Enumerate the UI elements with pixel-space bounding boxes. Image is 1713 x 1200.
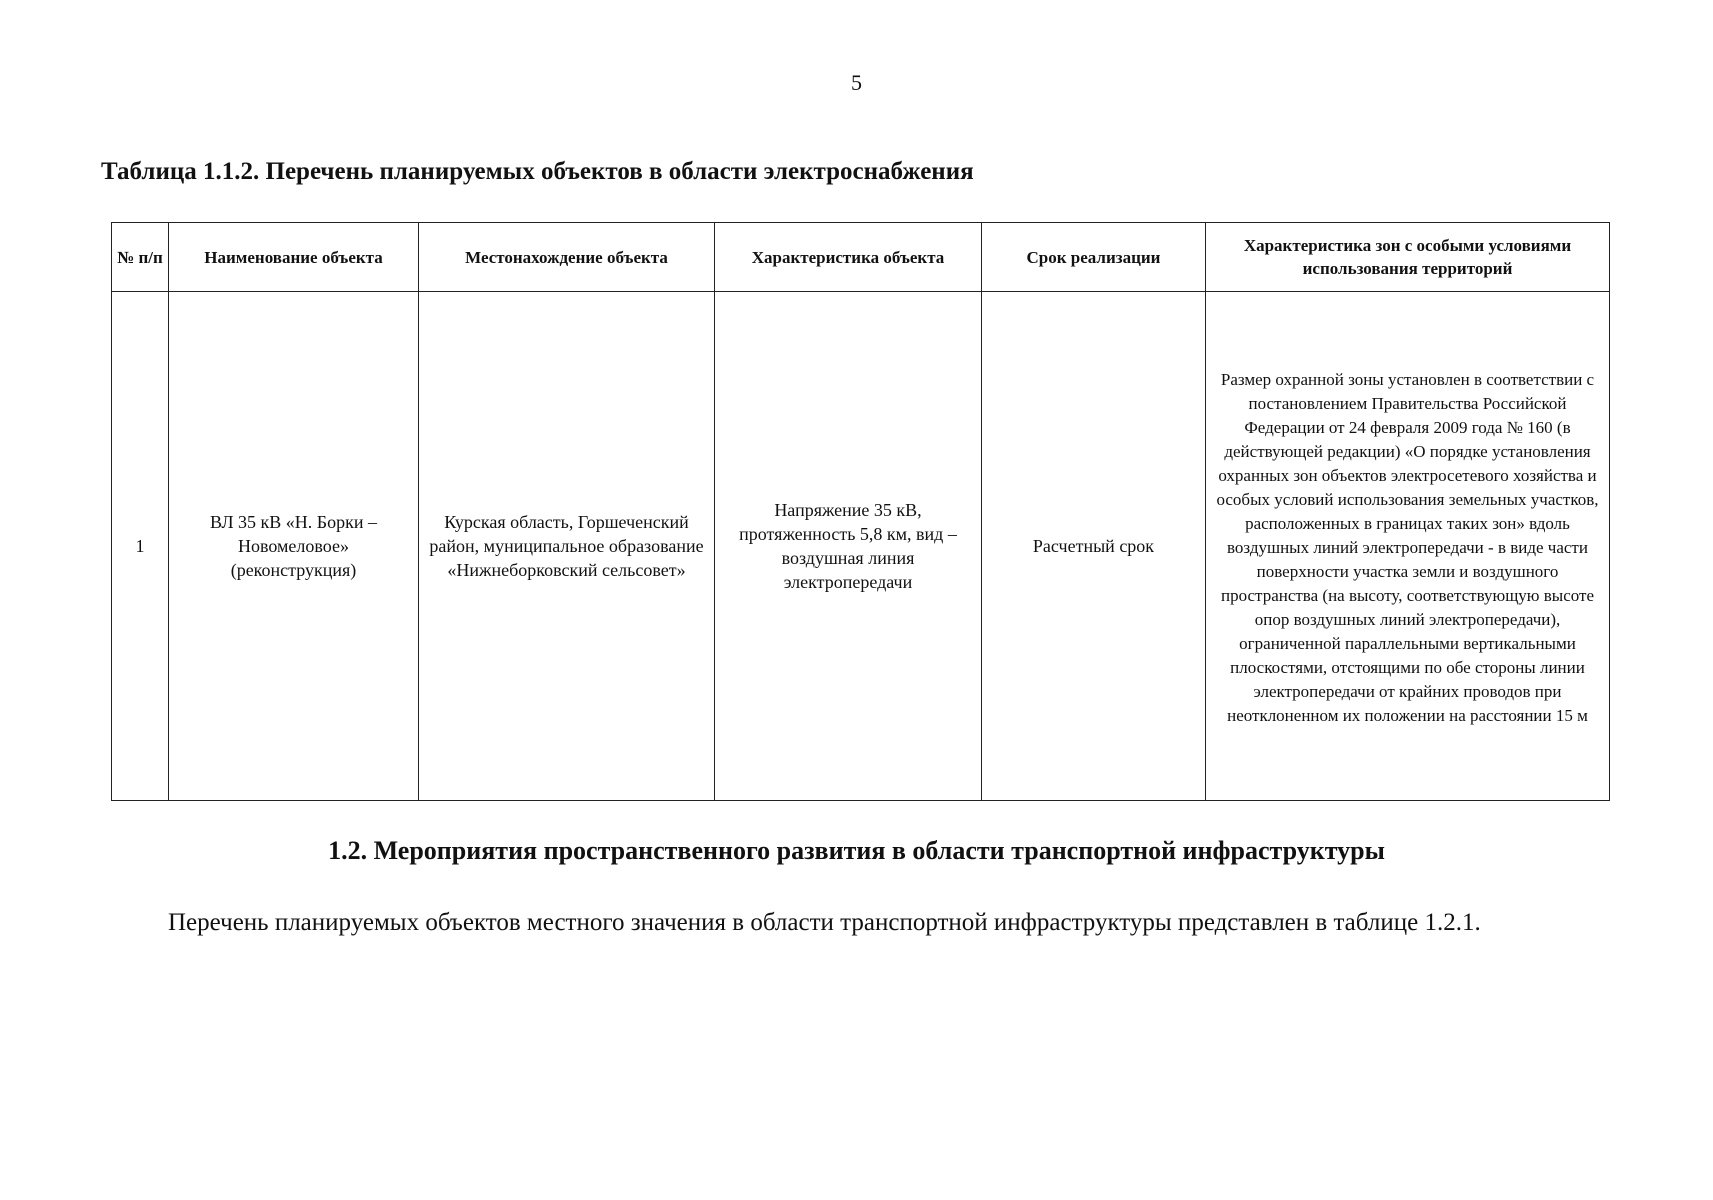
cell-term: Расчетный срок (982, 292, 1206, 801)
body-paragraph: Перечень планируемых объектов местного значения в области транспортной инфраструктуры представлен в таблице 1.2.1. (168, 909, 1481, 936)
header-characteristic: Характеристика объекта (715, 223, 982, 292)
cell-location: Курская область, Горшеченский район, муниципальное образование «Нижнеборковский сельсовет» (419, 292, 715, 801)
header-term: Срок реализации (982, 223, 1206, 292)
header-name: Наименование объекта (169, 223, 419, 292)
cell-num: 1 (112, 292, 169, 801)
page-number: 5 (851, 70, 862, 95)
table-row (112, 292, 1610, 801)
table-caption: Таблица 1.1.2. Перечень планируемых объектов в области электроснабжения (101, 158, 974, 185)
planned-objects-table (111, 222, 1610, 801)
table-header-row (112, 223, 1610, 292)
section-heading: 1.2. Мероприятия пространственного развития в области транспортной инфраструктуры (328, 836, 1385, 865)
cell-zones: Размер охранной зоны установлен в соответствии с постановлением Правительства Российской Федерации от 24 февраля 2009 года № 160 (в действующей редакции) «О порядке установления охранных зон объектов электросетевого хозяйства и особых условий использования земельных участков, расположенных в границах таких зон» вдоль воздушных линий электропередачи - в виде части поверхности участка земли и воздушного пространства (на высоту, соответствующую высоте опор воздушных линий электропередачи), ограниченной параллельными вертикальными плоскостями, отстоящими по обе стороны линии электропередачи от крайних проводов при неотклоненном их положении на расстоянии 15 м (1206, 292, 1610, 801)
header-zones: Характеристика зон с особыми условиями использования территорий (1206, 223, 1610, 292)
header-num: № п/п (112, 223, 169, 292)
cell-characteristic: Напряжение 35 кВ, протяженность 5,8 км, вид – воздушная линия электропередачи (715, 292, 982, 801)
cell-name: ВЛ 35 кВ «Н. Борки – Новомеловое» (реконструкция) (169, 292, 419, 801)
header-location: Местонахождение объекта (419, 223, 715, 292)
